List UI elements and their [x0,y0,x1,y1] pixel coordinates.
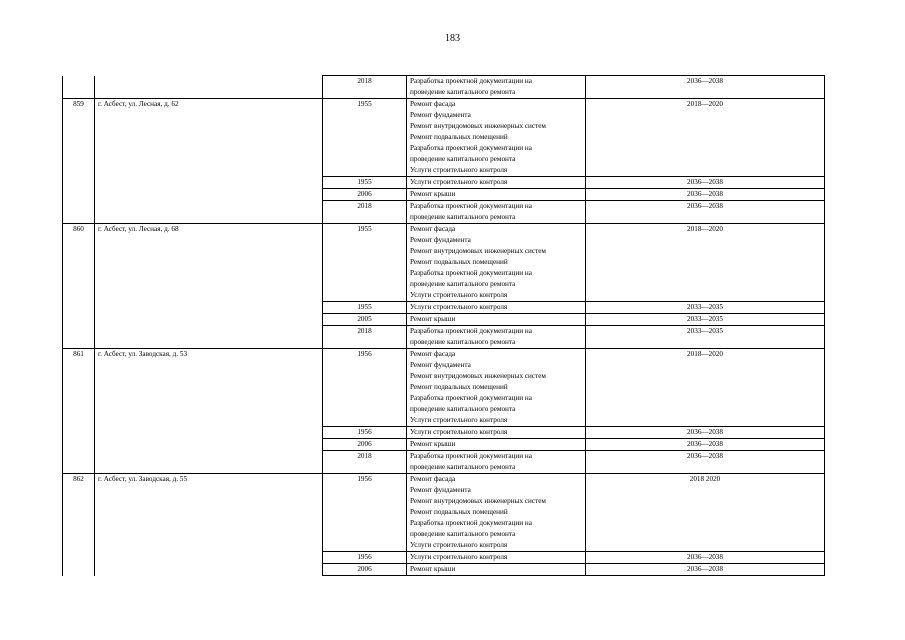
works-cell [407,189,586,201]
work-item: Ремонт подвальных помещений [410,508,508,516]
work-item: Ремонт подвальных помещений [410,258,508,266]
works-cell [407,177,586,189]
year-cell: 2006 [323,564,407,576]
work-item: проведение капитального ремонта [410,530,516,538]
works-cell [407,314,586,326]
building-number-cell: 861 [63,349,95,427]
work-item: Разработка проектной документации на [410,519,532,527]
page-number: 183 [445,33,460,44]
year-cell: 1955 [323,302,407,314]
table-row [63,224,825,302]
building-number-cell: 862 [63,474,95,552]
building-number-cell [63,564,95,576]
year-cell: 2018 [323,201,407,224]
building-number-cell: 859 [63,99,95,177]
work-item: Ремонт фундамента [410,486,471,494]
year-cell: 2006 [323,439,407,451]
works-cell [407,427,586,439]
table-row [63,76,825,99]
year-cell: 1956 [323,552,407,564]
table-row [63,349,825,427]
address-cell [95,76,323,99]
address-cell: г. Асбест, ул. Лесная, д. 62 [95,99,323,177]
works-cell [407,451,586,474]
work-item: Ремонт внутридомовых инженерных систем [410,372,546,380]
table-row [63,326,825,349]
work-item: проведение капитального ремонта [410,88,516,96]
repair-schedule-table [62,75,825,576]
period-cell: 2036—2038 [586,451,825,474]
building-number-cell [63,427,95,439]
work-item: Ремонт фасада [410,350,456,358]
table-row [63,474,825,552]
address-cell [95,314,323,326]
address-cell [95,177,323,189]
address-cell [95,326,323,349]
period-cell: 2036—2038 [586,201,825,224]
table-row [63,439,825,451]
works-cell [407,349,586,427]
building-number-cell [63,177,95,189]
work-item: Услуги строительного контроля [410,541,508,549]
work-item: Ремонт крыши [410,565,456,573]
work-item: проведение капитального ремонта [410,155,516,163]
work-item: Разработка проектной документации на [410,144,532,152]
table-row [63,302,825,314]
address-cell [95,451,323,474]
work-item: проведение капитального ремонта [410,338,516,346]
period-cell: 2036—2038 [586,76,825,99]
building-number-cell [63,189,95,201]
address-cell [95,439,323,451]
work-item: Ремонт фундамента [410,361,471,369]
work-item: проведение капитального ремонта [410,280,516,288]
table-row [63,427,825,439]
works-cell [407,474,586,552]
year-cell: 1955 [323,99,407,177]
building-number-cell [63,552,95,564]
work-item: Ремонт подвальных помещений [410,133,508,141]
work-item: Ремонт подвальных помещений [410,383,508,391]
period-cell: 2036—2038 [586,439,825,451]
period-cell: 2018 2020 [586,474,825,552]
works-cell [407,201,586,224]
table-row [63,451,825,474]
work-item: Ремонт фундамента [410,236,471,244]
period-cell: 2018—2020 [586,224,825,302]
year-cell: 1955 [323,177,407,189]
period-cell: 2036—2038 [586,189,825,201]
works-cell [407,552,586,564]
address-cell [95,552,323,564]
work-item: Ремонт фасада [410,100,456,108]
period-cell: 2033—2035 [586,326,825,349]
works-cell [407,76,586,99]
year-cell: 1956 [323,349,407,427]
work-item: Разработка проектной документации на [410,452,532,460]
work-item: Услуги строительного контроля [410,428,508,436]
year-cell: 2006 [323,189,407,201]
period-cell: 2018—2020 [586,99,825,177]
table-row [63,177,825,189]
year-cell: 2005 [323,314,407,326]
address-cell: г. Асбест, ул. Заводская, д. 53 [95,349,323,427]
work-item: Ремонт фундамента [410,111,471,119]
work-item: Ремонт внутридомовых инженерных систем [410,122,546,130]
work-item: Услуги строительного контроля [410,303,508,311]
address-cell [95,302,323,314]
period-cell: 2036—2038 [586,552,825,564]
year-cell: 1955 [323,224,407,302]
works-cell [407,326,586,349]
year-cell: 1956 [323,427,407,439]
works-cell [407,99,586,177]
work-item: проведение капитального ремонта [410,463,516,471]
work-item: Ремонт фасада [410,475,456,483]
work-item: Услуги строительного контроля [410,291,508,299]
work-item: Услуги строительного контроля [410,178,508,186]
year-cell: 2018 [323,76,407,99]
work-item: Услуги строительного контроля [410,553,508,561]
table-row [63,189,825,201]
address-cell [95,564,323,576]
address-cell: г. Асбест, ул. Заводская, д. 55 [95,474,323,552]
building-number-cell [63,439,95,451]
period-cell: 2033—2035 [586,302,825,314]
building-number-cell [63,451,95,474]
table-body [63,76,825,576]
period-cell: 2018—2020 [586,349,825,427]
period-cell: 2036—2038 [586,177,825,189]
address-cell [95,201,323,224]
work-item: Разработка проектной документации на [410,269,532,277]
works-cell [407,224,586,302]
period-cell: 2033—2035 [586,314,825,326]
work-item: проведение капитального ремонта [410,405,516,413]
table-row [63,99,825,177]
address-cell: г. Асбест, ул. Лесная, д. 68 [95,224,323,302]
table-row [63,552,825,564]
work-item: Ремонт крыши [410,440,456,448]
building-number-cell [63,326,95,349]
work-item: Разработка проектной документации на [410,327,532,335]
building-number-cell [63,201,95,224]
works-cell [407,302,586,314]
work-item: Разработка проектной документации на [410,77,532,85]
work-item: Разработка проектной документации на [410,202,532,210]
work-item: проведение капитального ремонта [410,213,516,221]
work-item: Услуги строительного контроля [410,416,508,424]
work-item: Ремонт внутридомовых инженерных систем [410,497,546,505]
table-row [63,314,825,326]
table-row [63,201,825,224]
year-cell: 1956 [323,474,407,552]
address-cell [95,189,323,201]
year-cell: 2018 [323,451,407,474]
work-item: Ремонт крыши [410,190,456,198]
work-item: Ремонт внутридомовых инженерных систем [410,247,546,255]
works-cell [407,564,586,576]
works-cell [407,439,586,451]
work-item: Ремонт крыши [410,315,456,323]
table-row [63,564,825,576]
building-number-cell: 860 [63,224,95,302]
building-number-cell [63,302,95,314]
work-item: Услуги строительного контроля [410,166,508,174]
building-number-cell [63,314,95,326]
year-cell: 2018 [323,326,407,349]
period-cell: 2036—2038 [586,564,825,576]
address-cell [95,427,323,439]
work-item: Ремонт фасада [410,225,456,233]
period-cell: 2036—2038 [586,427,825,439]
building-number-cell [63,76,95,99]
work-item: Разработка проектной документации на [410,394,532,402]
